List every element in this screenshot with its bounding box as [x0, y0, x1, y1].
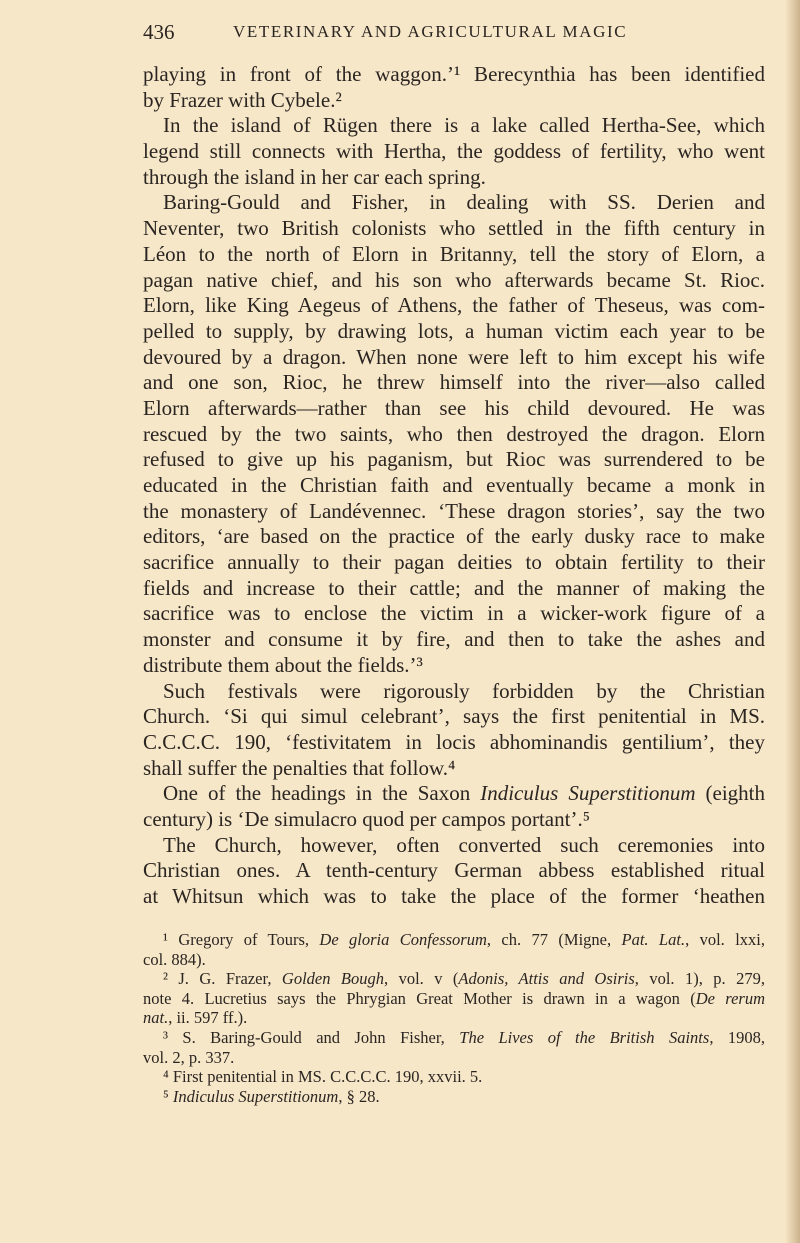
text-run: ³ S. Baring-Gould and John Fisher, [163, 1027, 460, 1047]
text-run: note 4. Lucretius says the Phrygian Great Mother is drawn in a wagon ( [143, 988, 696, 1008]
paragraph [143, 679, 765, 782]
text-line [143, 447, 765, 473]
text-line [143, 190, 765, 216]
text-run: , vol. 1), p. 279, [634, 969, 765, 989]
text-run: Such festivals were rigorously forbidden by the Christian [163, 678, 765, 703]
text-line [143, 319, 765, 345]
footnote [143, 969, 765, 1028]
text-line [143, 396, 765, 422]
italic-title: nat. [143, 1008, 169, 1028]
text-line [143, 293, 765, 319]
text-run: rescued by the two saints, who then destroyed the dragon. Elorn [143, 421, 765, 446]
body-text [143, 62, 765, 910]
footnote [143, 930, 765, 969]
text-line [143, 781, 765, 807]
text-run: C.C.C.C. 190, ‘festivitatem in locis abhominandis gentilium’, they [143, 729, 765, 754]
text-run: sacrifice annually to their pagan deities to obtain fertility to their [143, 550, 765, 575]
text-run: through the island in her car each spring. [143, 164, 486, 189]
paragraph [143, 190, 765, 678]
text-line [143, 627, 765, 653]
italic-title: De rerum [695, 988, 765, 1008]
footnote-line [143, 1067, 765, 1087]
text-line [143, 422, 765, 448]
page-edge-shadow [786, 0, 800, 1243]
text-run: In the island of Rügen there is a lake called Hertha-See, which [163, 113, 765, 138]
text-line [143, 268, 765, 294]
text-run: pelled to supply, by drawing lots, a human victim each year to be [143, 318, 765, 343]
footnote-line [143, 989, 765, 1009]
footnote-line [143, 1048, 765, 1068]
text-run: devoured by a dragon. When none were left to him except his wife [143, 344, 765, 369]
text-line [143, 601, 765, 627]
text-run: Elorn, like King Aegeus of Athens, the father of Theseus, was com- [143, 293, 765, 318]
text-run: monster and consume it by fire, and then to take the ashes and [143, 627, 765, 652]
text-line [143, 370, 765, 396]
text-run: One of the headings in the Saxon [163, 781, 481, 806]
text-line [143, 499, 765, 525]
text-run: (eighth [695, 781, 766, 806]
text-line [143, 62, 765, 88]
text-line [143, 730, 765, 756]
text-run: century) is ‘De simulacro quod per campos portant’.⁵ [143, 806, 591, 831]
paragraph [143, 781, 765, 832]
text-run: distribute them about the fields.’³ [143, 652, 423, 677]
text-run: pagan native chief, and his son who afterwards became St. Rioc. [143, 267, 765, 292]
text-run: refused to give up his paganism, but Rioc was surrendered to be [143, 447, 765, 472]
text-line [143, 345, 765, 371]
text-run: Church. ‘Si qui simul celebrant’, says the first penitential in MS. [143, 704, 765, 729]
text-run: Neventer, two British colonists who settled in the fifth century in [143, 216, 765, 241]
footnote-line [143, 950, 765, 970]
text-line [143, 858, 765, 884]
text-run: ⁵ [163, 1086, 173, 1106]
text-line [143, 679, 765, 705]
footnote-line [143, 969, 765, 989]
text-run: and one son, Rioc, he threw himself into the river—also called [143, 370, 765, 395]
paragraph [143, 833, 765, 910]
text-line [143, 242, 765, 268]
text-run: ¹ Gregory of Tours, [163, 930, 320, 949]
italic-title: Golden Bough [281, 969, 385, 989]
text-run: editors, ‘are based on the practice of the early dusky race to make [143, 524, 765, 549]
italic-title: The Lives of the British Saints [459, 1027, 710, 1047]
text-line [143, 884, 765, 910]
text-line [143, 165, 765, 191]
text-line [143, 139, 765, 165]
text-run: , ch. 77 (Migne, [486, 930, 622, 949]
italic-title: Adonis, Attis and Osiris [458, 969, 635, 989]
italic-title: Pat. Lat. [621, 930, 686, 949]
text-run: playing in front of the waggon.’¹ Berecynthia has been identified [143, 62, 765, 86]
text-run: fields and increase to their cattle; and the manner of making the [143, 575, 765, 600]
italic-title: Indiculus Superstitionum [172, 1086, 339, 1106]
text-run: Baring-Gould and Fisher, in dealing with SS. Derien and [163, 190, 765, 215]
text-run: Léon to the north of Elorn in Britanny, tell the story of Elorn, a [143, 241, 765, 266]
text-run: , vol. v ( [384, 969, 459, 989]
text-line [143, 833, 765, 859]
text-run: sacrifice was to enclose the victim in a wicker-work figure of a [143, 601, 765, 626]
text-line [143, 88, 765, 114]
text-run: shall suffer the penalties that follow.⁴ [143, 755, 456, 780]
text-run: Elorn afterwards—rather than see his child devoured. He was [143, 395, 765, 420]
text-run: ² J. G. Frazer, [163, 969, 282, 989]
text-line [143, 524, 765, 550]
footnote [143, 1087, 765, 1107]
text-line [143, 576, 765, 602]
text-run: educated in the Christian faith and eventually became a monk in [143, 473, 765, 497]
text-run: Christian ones. A tenth-century German abbess established ritual [143, 858, 765, 883]
text-line [143, 807, 765, 833]
footnote-line [143, 1087, 765, 1107]
text-run: The Church, however, often converted such ceremonies into [163, 832, 765, 857]
text-run: legend still connects with Hertha, the goddess of fertility, who went [143, 139, 765, 164]
paragraph [143, 62, 765, 113]
running-title: VETERINARY AND AGRICULTURAL MAGIC [233, 22, 628, 41]
paragraph [143, 113, 765, 190]
text-line [143, 704, 765, 730]
text-run: , 1908, [709, 1027, 766, 1047]
text-line [143, 216, 765, 242]
text-run: , ii. 597 ff.). [168, 1008, 248, 1028]
page-header [143, 20, 765, 46]
text-run: vol. 2, p. 337. [143, 1047, 235, 1067]
text-run: at Whitsun which was to take the place of the former ‘heathen [143, 884, 765, 908]
italic-title: De gloria Confessorum [319, 930, 487, 949]
text-line [143, 756, 765, 782]
italic-title: Indiculus Superstitionum [480, 781, 696, 806]
page-number: 436 [143, 20, 175, 44]
text-run: , § 28. [338, 1086, 380, 1106]
text-run: col. 884). [143, 949, 206, 969]
text-run: , vol. lxxi, [685, 930, 765, 949]
text-run: ⁴ First penitential in MS. C.C.C.C. 190, xxvii. 5. [163, 1067, 483, 1087]
footnote-line [143, 1008, 765, 1028]
footnote-line [143, 930, 765, 950]
text-line [143, 473, 765, 499]
footnote-line [143, 1028, 765, 1048]
text-line [143, 653, 765, 679]
text-line [143, 113, 765, 139]
text-run: by Frazer with Cybele.² [143, 87, 342, 112]
footnote [143, 1028, 765, 1067]
text-line [143, 550, 765, 576]
footnote [143, 1067, 765, 1087]
text-run: the monastery of Landévennec. ‘These dragon stories’, say the two [143, 498, 765, 523]
footnotes [143, 930, 765, 1106]
